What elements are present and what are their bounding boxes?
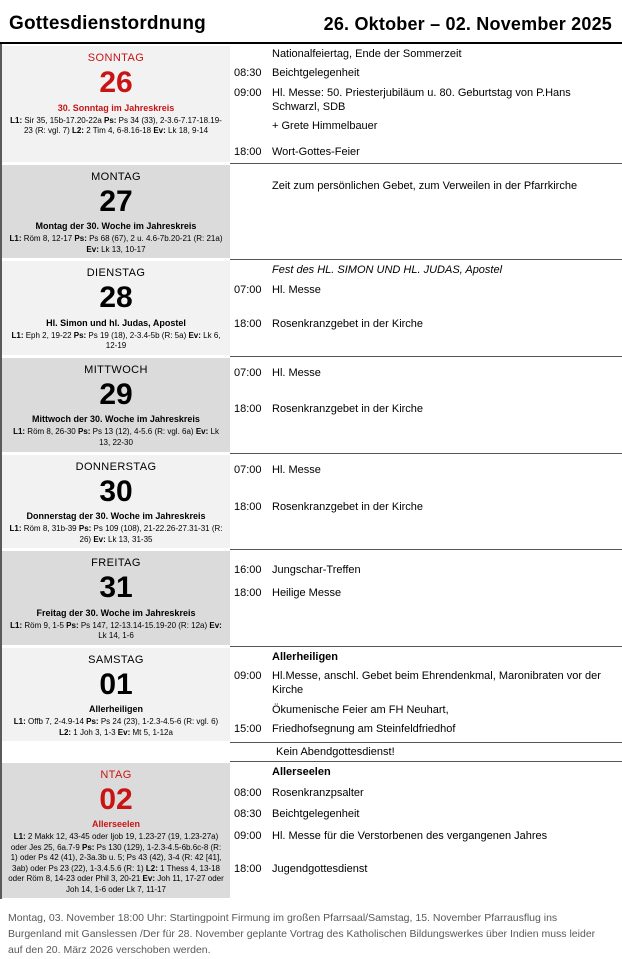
event-row [230, 402, 616, 416]
day-row [2, 44, 622, 163]
day-name: DONNERSTAG [75, 460, 157, 473]
footer-note: Montag, 03. November 18:00 Uhr: Startingpoint Firmung im großen Pfarrsaal/Samstag, 15. November Pfarrausflug ins Burgenland mit Ganslessen /Der für 28. November geplante Vortrag des Katholischen Bildungswerkes über Indien muss leider auf den 20. März 2026 verschoben werden. [8, 912, 596, 956]
day-number: 01 [99, 667, 133, 701]
event-text: Hl. Messe [272, 283, 321, 296]
day-card [2, 261, 230, 355]
event-row [230, 586, 616, 600]
events-panel [230, 163, 622, 260]
event-time: 07:00 [234, 283, 262, 296]
day-card [2, 165, 230, 259]
event-text: Allerseelen [272, 765, 331, 778]
event-time [230, 703, 272, 717]
event-time: 18:00 [234, 587, 262, 600]
schedule-rows [0, 44, 622, 899]
event-text: Beichtgelegenheit [272, 67, 360, 80]
event-text: Hl. Messe [272, 463, 321, 476]
event-row [230, 765, 616, 779]
event-text: Beichtgelegenheit [272, 808, 360, 821]
event-time: 18:00 [234, 146, 262, 159]
event-text: Jungschar-Treffen [272, 564, 361, 577]
day-row [2, 646, 622, 743]
day-readings: L1: Offb 7, 2-4.9-14 Ps: Ps 24 (23), 1-2.3-4.5-6 (R: vgl. 6) L2: 1 Joh 3, 1-3 Ev: Mt 5, 1-12a [13, 717, 219, 737]
event-time: 09:00 [234, 829, 262, 842]
day-row [2, 259, 622, 356]
event-time [230, 650, 272, 664]
note-row [2, 742, 622, 760]
day-name: NTAG [100, 768, 132, 781]
event-time: 18:00 [234, 403, 262, 416]
event-row [230, 703, 616, 717]
event-text: Nationalfeiertag, Ende der Sommerzeit [272, 48, 462, 60]
day-number: 26 [99, 66, 133, 99]
event-time: 09:00 [234, 670, 262, 683]
event-time [230, 119, 272, 133]
event-row [230, 263, 616, 277]
day-card [2, 763, 230, 899]
event-time: 07:00 [234, 366, 262, 379]
day-card [2, 648, 230, 742]
event-row [230, 283, 616, 297]
event-text: Hl. Messe: 50. Priesterjubiläum u. 80. Geburtstag von P.Hans Schwarzl, SDB [272, 86, 571, 113]
event-time: 15:00 [234, 722, 262, 735]
event-row [230, 500, 616, 514]
day-readings: L1: Sir 35, 15b-17.20-22a Ps: Ps 34 (33), 2-3.6-7.17-18.19-23 (R: vgl. 7) L2: 2 Tim 4, 6-8.16-18 Ev: Lk 18, 9-14 [10, 115, 222, 136]
event-time [230, 179, 272, 193]
event-text: Zeit zum persönlichen Gebet, zum Verweilen in der Pfarrkirche [272, 179, 578, 192]
event-row [230, 463, 616, 477]
event-row [230, 145, 616, 159]
event-time: 18:00 [234, 862, 262, 875]
event-text: Friedhofsegnung am Steinfeldfriedhof [272, 722, 456, 735]
day-readings: L1: Röm 8, 26-30 Ps: Ps 13 (12), 4-5.6 (R: vgl. 6a) Ev: Lk 13, 22-30 [13, 427, 219, 448]
event-row [230, 650, 616, 664]
event-row [230, 119, 616, 133]
event-text: Jugendgottesdienst [272, 862, 368, 875]
day-feast: Hl. Simon und hl. Judas, Apostel [46, 317, 186, 328]
event-text: Rosenkranzgebet in der Kirche [272, 403, 424, 416]
events-panel [230, 259, 622, 356]
event-text: Hl. Messe [272, 366, 321, 379]
day-feast: Allerseelen [91, 819, 141, 830]
day-number: 30 [99, 474, 133, 508]
day-number: 02 [99, 782, 133, 816]
events-panel [230, 453, 622, 550]
day-name: DIENSTAG [86, 267, 146, 280]
event-time [230, 263, 272, 277]
event-row [230, 66, 616, 80]
event-row [230, 317, 616, 331]
event-row [230, 829, 616, 843]
day-name: MONTAG [91, 170, 141, 183]
event-time: 08:30 [234, 67, 262, 80]
event-text: Rosenkranzpsalter [272, 786, 364, 799]
event-text: + Grete Himmelbauer [272, 120, 378, 133]
day-feast: Montag der 30. Woche im Jahreskreis [35, 221, 197, 232]
day-readings: L1: Eph 2, 19-22 Ps: Ps 19 (18), 2-3.4-5b (R: 5a) Ev: Lk 6, 12-19 [11, 330, 221, 351]
event-time: 16:00 [234, 564, 262, 577]
event-time: 08:00 [234, 786, 262, 799]
day-row [2, 453, 622, 550]
event-row [230, 47, 616, 61]
day-card [2, 358, 230, 452]
event-time [230, 47, 272, 61]
day-name: MITTWOCH [84, 363, 148, 376]
day-row [2, 549, 622, 646]
event-text: Allerheiligen [272, 650, 339, 663]
event-text: Fest des HL. SIMON UND HL. JUDAS, Apostel [272, 264, 503, 277]
event-row [230, 807, 616, 821]
day-row [2, 356, 622, 453]
day-feast: Allerheiligen [88, 704, 143, 715]
day-card [2, 455, 230, 549]
day-card [2, 46, 230, 162]
event-text: Rosenkranzgebet in der Kirche [272, 317, 424, 330]
event-time: 07:00 [234, 463, 262, 476]
day-name: SONNTAG [87, 52, 145, 64]
event-time [230, 765, 272, 779]
note-spacer [2, 742, 230, 760]
events-panel [230, 646, 622, 743]
event-text: Rosenkranzgebet in der Kirche [272, 500, 424, 513]
event-text: Wort-Gottes-Feier [272, 146, 360, 159]
event-row [230, 86, 616, 115]
day-readings: L1: Röm 8, 12-17 Ps: Ps 68 (67), 2 u. 4.6-7b.20-21 (R: 21a) Ev: Lk 13, 10-17 [9, 234, 223, 254]
day-name: FREITAG [91, 557, 141, 570]
event-row [230, 862, 616, 876]
event-row [230, 563, 616, 577]
day-row [2, 761, 622, 900]
day-number: 31 [99, 571, 133, 605]
event-text: Ökumenische Feier am FH Neuhart, [272, 703, 449, 716]
date-range: 26. Oktober – 02. November 2025 [323, 14, 612, 34]
event-text: Hl. Messe für die Verstorbenen des vergangenen Jahres [272, 829, 548, 842]
day-readings: L1: Röm 9, 1-5 Ps: Ps 147, 12-13.14-15.19-20 (R: 12a) Ev: Lk 14, 1-6 [10, 620, 222, 641]
day-feast: Donnerstag der 30. Woche im Jahreskreis [26, 511, 206, 522]
day-card [2, 551, 230, 645]
page-header [0, 0, 622, 44]
event-time: 18:00 [234, 500, 262, 513]
day-feast: Freitag der 30. Woche im Jahreskreis [36, 607, 196, 618]
event-row [230, 669, 616, 698]
event-text: Heilige Messe [272, 587, 342, 600]
events-panel [230, 356, 622, 453]
day-readings: L1: 2 Makk 12, 43-45 oder Ijob 19, 1.23-27 (19, 1.23-27a) oder Jes 25, 6a.7-9 Ps: Ps 130 (129), 1-2.3-4.5-6b.6c-8 (R: 1) oder Ps 42 (41), 2-3a.3b u. 5; Ps 43 (42), 3-4 (R: 42 [41], 3ab) oder Ps 23 (22), 1-3.4.5.6 (R: 1) L2: 1 Thess 4, 13-18 oder Röm 8, 14-23 oder Phil 3, 20-21 Ev: Joh 11, 17-27 oder Joh 14, 1-6 oder Lk 7, 11-17 [8, 832, 224, 894]
events-panel [230, 549, 622, 646]
day-number: 29 [99, 377, 133, 411]
day-feast: 30. Sonntag im Jahreskreis [57, 102, 175, 113]
event-time: 08:30 [234, 808, 262, 821]
day-feast: Mittwoch der 30. Woche im Jahreskreis [32, 414, 200, 425]
day-row [2, 163, 622, 260]
day-name: SAMSTAG [88, 653, 144, 666]
events-panel [230, 44, 622, 163]
event-time: 09:00 [234, 86, 262, 99]
page-title: Gottesdienstordnung [9, 13, 206, 34]
no-evening-service-note: Kein Abendgottesdienst! [230, 742, 622, 760]
event-row [230, 722, 616, 736]
event-row [230, 786, 616, 800]
day-number: 27 [99, 184, 133, 218]
event-text: Hl.Messe, anschl. Gebet beim Ehrendenkmal, Maronibraten vor der Kirche [272, 670, 601, 697]
event-row [230, 366, 616, 380]
event-time: 18:00 [234, 317, 262, 330]
event-row [230, 179, 616, 193]
day-number: 28 [99, 281, 133, 315]
day-readings: L1: Röm 8, 31b-39 Ps: Ps 109 (108), 21-22.26-27.31-31 (R: 26) Ev: Lk 13, 31-35 [9, 524, 223, 544]
events-panel [230, 761, 622, 900]
